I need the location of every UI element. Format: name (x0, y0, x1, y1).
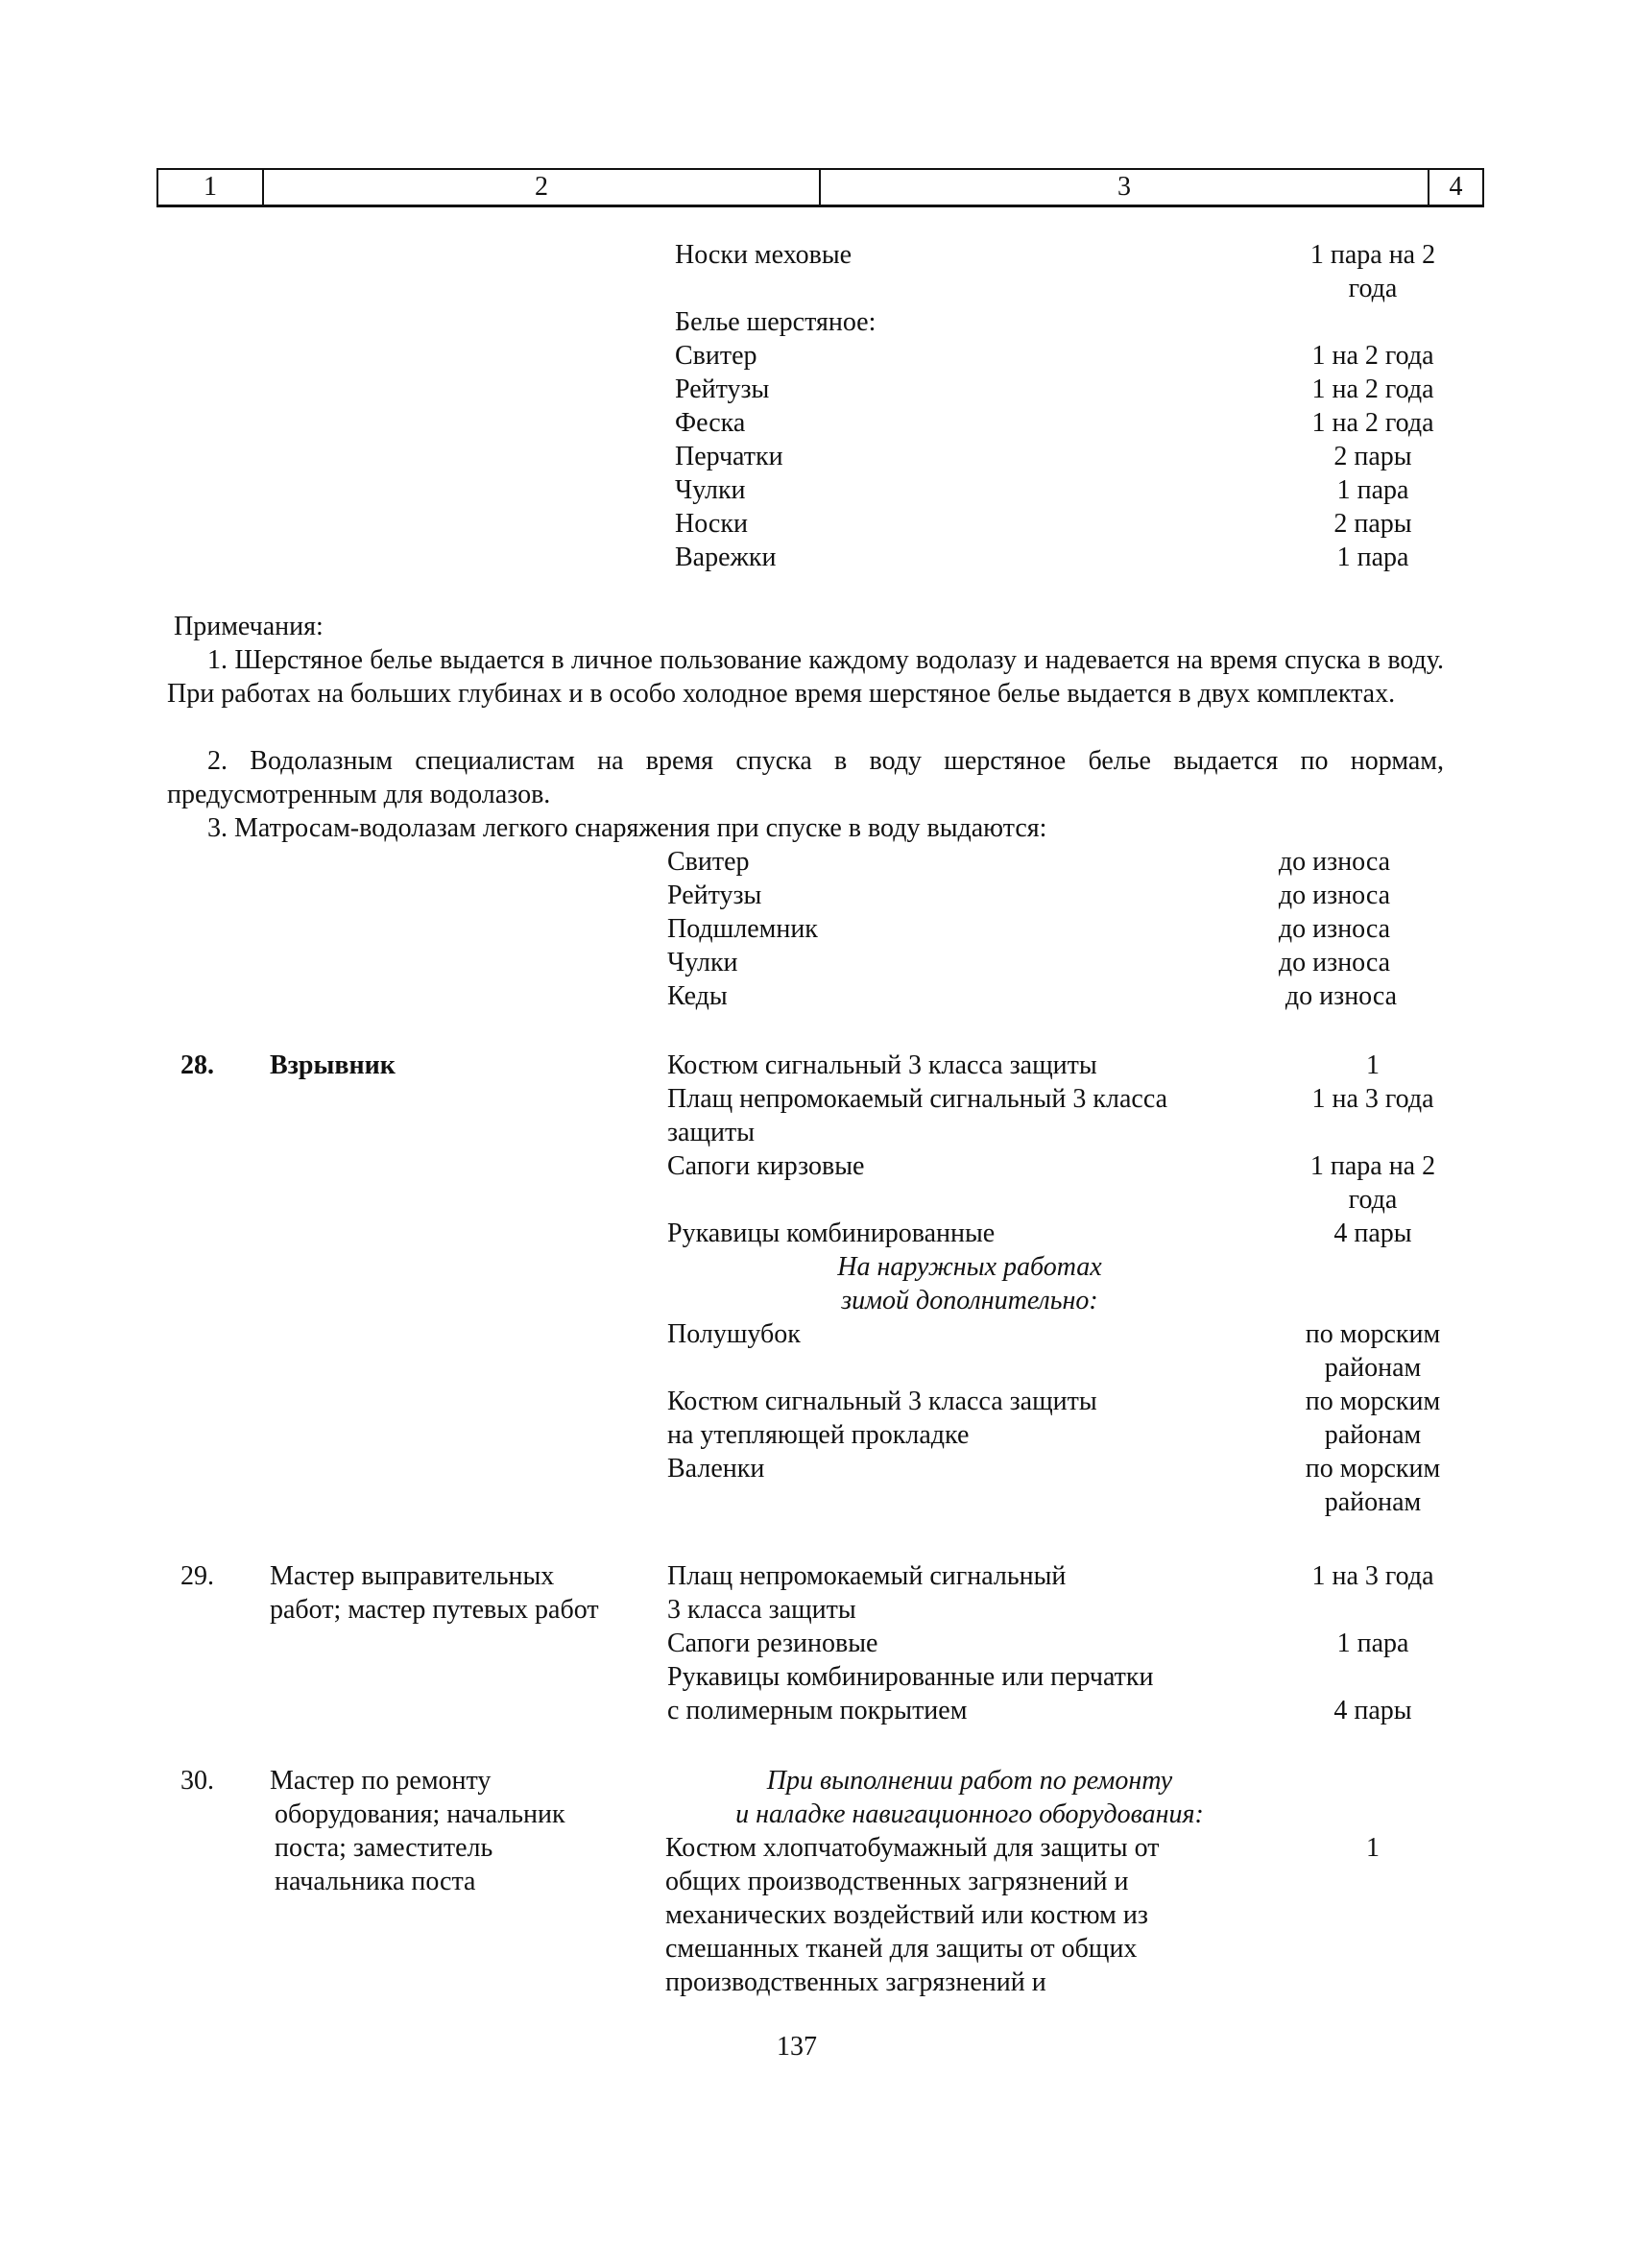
item-name: Рейтузы (675, 374, 770, 404)
header-col-1: 1 (204, 172, 217, 202)
item-name: Носки (675, 509, 748, 539)
item-name-continued: механических воздействий или костюм из (665, 1900, 1148, 1930)
item-qty: 1 на 3 года (1311, 1561, 1434, 1591)
item-name: Рукавицы комбинированные (667, 1218, 996, 1248)
page-number: 137 (777, 2032, 817, 2062)
item-qty: 1 пара на 2 (1309, 1151, 1436, 1181)
item-name: Свитер (675, 341, 757, 371)
profession-title: Взрывник (270, 1050, 396, 1080)
item-name: Валенки (667, 1454, 765, 1484)
item-qty: по морским (1305, 1319, 1441, 1349)
item-name: Сапоги резиновые (667, 1629, 878, 1658)
note-paragraph (167, 811, 1223, 845)
row-number: 29. (180, 1561, 214, 1591)
item-name-continued: с полимерным покрытием (667, 1696, 968, 1725)
item-qty: до износа (1278, 914, 1391, 944)
item-name: Костюм сигнальный 3 класса защиты (667, 1387, 1097, 1416)
item-name: Подшлемник (667, 914, 818, 944)
profession-title: Мастер выправительных (270, 1561, 555, 1591)
note-paragraph (167, 643, 1444, 711)
row-number: 30. (180, 1766, 214, 1796)
note-paragraph (167, 744, 1444, 811)
item-name: Феска (675, 408, 746, 438)
item-name: Костюм сигнальный 3 класса защиты (667, 1050, 1097, 1080)
item-qty: районам (1324, 1420, 1422, 1450)
note-3-text: 3. Матросам-водолазам легкого снаряжения при спуске в воду выдаются: (207, 813, 1047, 843)
item-qty: 1 (1366, 1050, 1380, 1080)
item-name: Перчатки (675, 442, 783, 471)
item-name: Чулки (667, 948, 738, 977)
item-name-continued: общих производственных загрязнений и (665, 1867, 1129, 1896)
item-qty: 4 пары (1333, 1696, 1412, 1725)
item-qty: 1 пара (1336, 475, 1409, 505)
item-name: Плащ непромокаемый сигнальный 3 класса (667, 1084, 1168, 1114)
profession-title: начальника поста (275, 1867, 476, 1896)
item-qty: 1 на 2 года (1311, 341, 1434, 371)
item-qty: 1 на 2 года (1311, 374, 1434, 404)
profession-title: поста; заместитель (275, 1833, 493, 1863)
item-name: Рукавицы комбинированные или перчатки (667, 1662, 1154, 1692)
table-header (156, 168, 1484, 207)
section-subheading: зимой дополнительно: (841, 1286, 1098, 1315)
note-2-text: 2. Водолазным специалистам на время спуска в воду шерстяное белье выдается по нормам, предусмотренным для водолазов. (167, 746, 1444, 809)
item-qty: по морским (1305, 1454, 1441, 1484)
note-1-text: 1. Шерстяное белье выдается в личное пользование каждому водолазу и надевается на время спуска в воду. При работах на больших глубинах и в особо холодное время шерстяное белье выдается в двух комплектах. (167, 645, 1444, 709)
item-qty: до износа (1285, 981, 1398, 1011)
item-qty: 1 пара (1336, 543, 1409, 572)
item-name-continued: на утепляющей прокладке (667, 1420, 970, 1450)
item-qty: по морским (1305, 1387, 1441, 1416)
item-qty: до износа (1278, 847, 1391, 877)
item-name-continued: смешанных тканей для защиты от общих (665, 1934, 1138, 1964)
item-name: Плащ непромокаемый сигнальный (667, 1561, 1067, 1591)
item-name: Рейтузы (667, 881, 762, 910)
item-qty: 1 на 2 года (1311, 408, 1434, 438)
item-qty: года (1348, 1185, 1398, 1215)
item-name: Сапоги кирзовые (667, 1151, 865, 1181)
header-col-4: 4 (1449, 172, 1463, 202)
item-qty: 4 пары (1333, 1218, 1412, 1248)
item-name-continued: производственных загрязнений и (665, 1967, 1046, 1997)
item-qty: 1 на 3 года (1311, 1084, 1434, 1114)
item-qty: районам (1324, 1487, 1422, 1517)
row-number: 28. (180, 1050, 214, 1080)
item-qty: 1 (1366, 1833, 1380, 1863)
item-qty: 1 пара на 2 (1309, 240, 1436, 270)
item-qty: 2 пары (1333, 509, 1412, 539)
profession-title: работ; мастер путевых работ (270, 1595, 599, 1625)
item-name: Носки меховые (675, 240, 853, 270)
item-name: Полушубок (667, 1319, 801, 1349)
section-subheading: и наладке навигационного оборудования: (735, 1799, 1204, 1829)
item-name: Кеды (667, 981, 728, 1011)
item-qty: до износа (1278, 948, 1391, 977)
header-col-2: 2 (535, 172, 548, 202)
item-name: Варежки (675, 543, 777, 572)
section-subheading: На наружных работах (837, 1252, 1102, 1282)
item-qty: 2 пары (1333, 442, 1412, 471)
item-name: Чулки (675, 475, 746, 505)
profession-title: оборудования; начальник (275, 1799, 565, 1829)
item-name: Свитер (667, 847, 750, 877)
section-subheading: При выполнении работ по ремонту (766, 1766, 1173, 1796)
item-qty: до износа (1278, 881, 1391, 910)
profession-title: Мастер по ремонту (270, 1766, 492, 1796)
item-qty: 1 пара (1336, 1629, 1409, 1658)
item-name-continued: 3 класса защиты (667, 1595, 856, 1625)
item-name-continued: защиты (667, 1118, 756, 1147)
header-col-3: 3 (1117, 172, 1131, 202)
item-name: Костюм хлопчатобумажный для защиты от (665, 1833, 1160, 1863)
item-qty: года (1348, 274, 1398, 303)
item-qty: районам (1324, 1353, 1422, 1383)
item-group-heading: Белье шерстяное: (675, 307, 877, 337)
notes-heading: Примечания: (174, 612, 324, 641)
